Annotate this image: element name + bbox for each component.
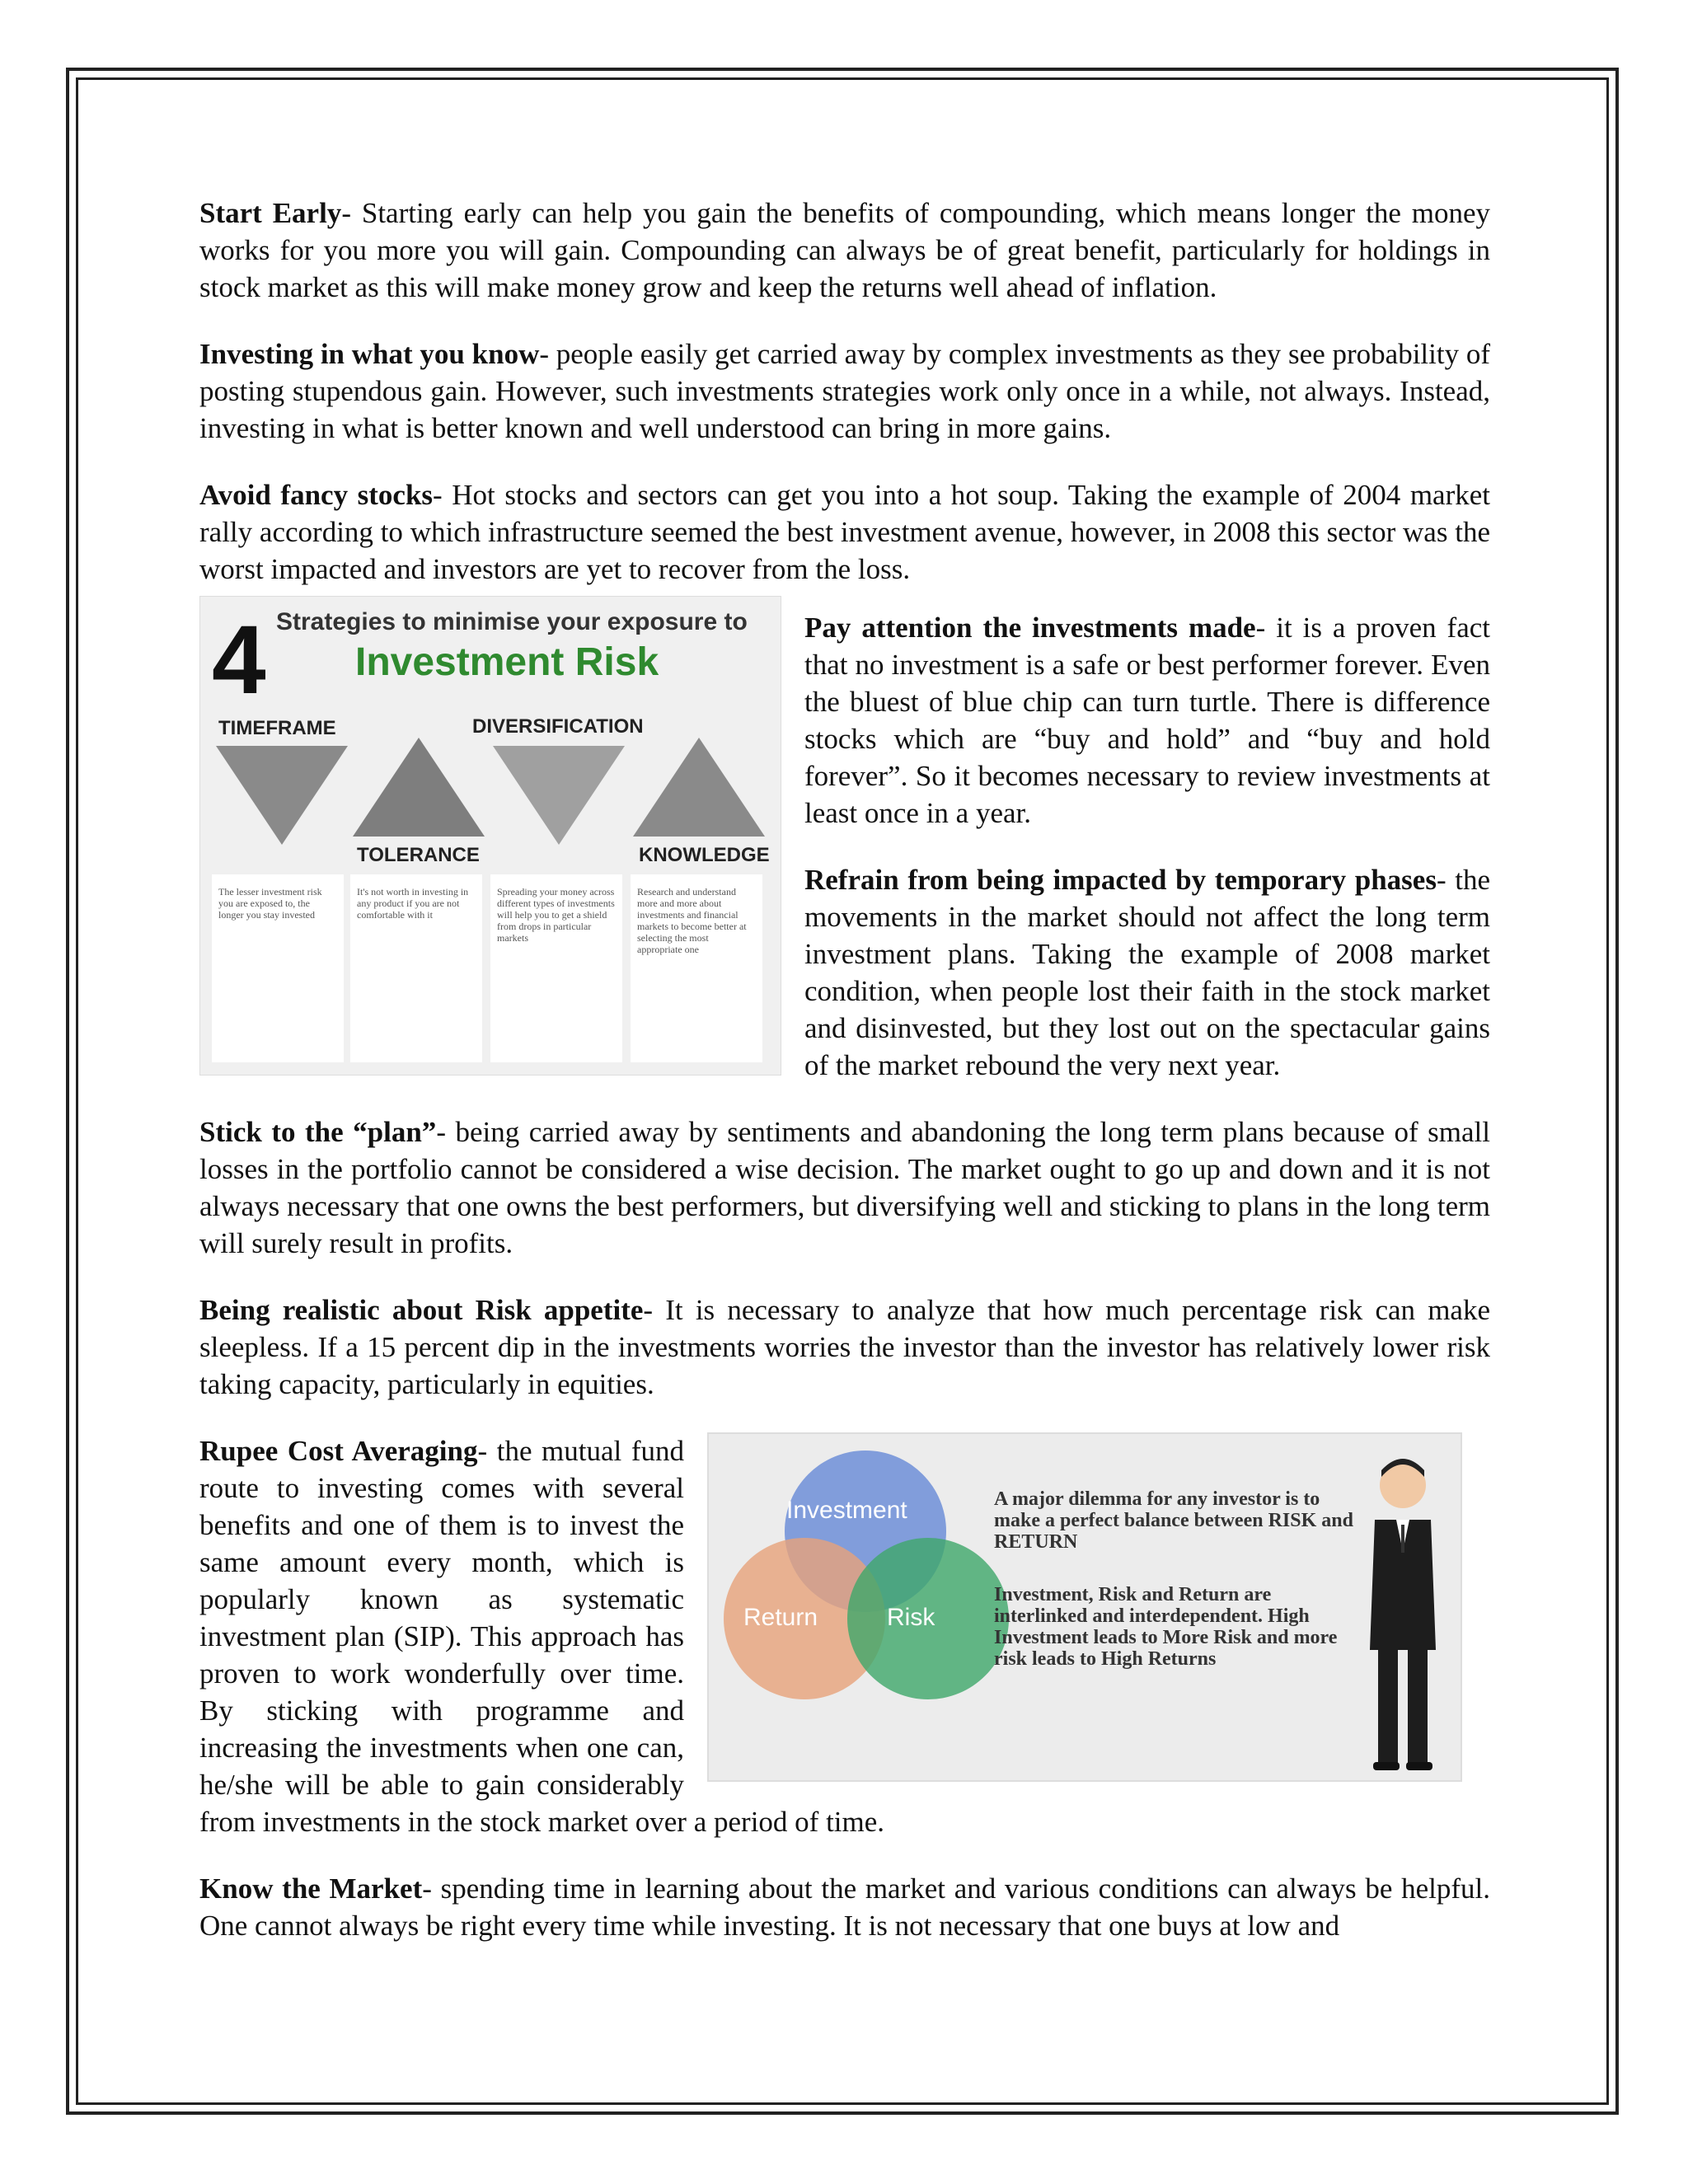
label-return: Return [743, 1604, 818, 1631]
paragraph-investing-know [199, 335, 1490, 447]
strategy-column-text: It's not worth in investing in any product if you are not comfortable with it [357, 886, 469, 921]
text-realistic: - It is necessary to analyze that how much percentage risk can make sleepless. If a 15 percent dip in the investments worries the investor than the investor has relatively lower risk taking capacity, particularly in equities. [199, 1294, 1491, 1400]
figure-interlink-text: Investment, Risk and Return are interlinked and interdependent. High Investment leads to More Risk and more risk leads to High Returns [994, 1584, 1338, 1670]
label-risk: Risk [887, 1604, 935, 1631]
document-body [199, 194, 1490, 1974]
label-diversification: DIVERSIFICATION [472, 715, 644, 738]
heading-realistic: Being realistic about Risk appetite [199, 1294, 644, 1326]
heading-rupee-cost: Rupee Cost Averaging [199, 1435, 478, 1467]
text-pay-attention: - it is a proven fact that no investment is a safe or best performer forever. Even the bluest of blue chip can turn turtle. There is difference stocks which are “buy and hold” and “buy and hold forever”. So it becomes necessary to review investments at least once in a year. [804, 612, 1491, 829]
figure-number: 4 [212, 606, 266, 715]
businessman-icon [1357, 1452, 1447, 1775]
paragraph-start-early [199, 194, 1490, 306]
label-tolerance: TOLERANCE [357, 844, 480, 866]
triangle-down-icon [489, 742, 629, 849]
heading-pay-attention: Pay attention the investments made [804, 612, 1256, 644]
text-know-market: - spending time in learning about the market and various conditions can always be helpful. One cannot always be right every time while investing. It is not necessary that one buys at low and [199, 1872, 1490, 1942]
figure-investment-risk-strategies [199, 596, 781, 1076]
strategy-column-text: Research and understand more and more about investments and financial markets to become better at selecting the most appropriate one [637, 886, 747, 955]
strategy-column-text: Spreading your money across different types of investments will help you to get a shield from drops in particular markets [497, 886, 615, 944]
figure-dilemma-text: A major dilemma for any investor is to make a perfect balance between RISK and RETURN [994, 1488, 1353, 1553]
label-knowledge: KNOWLEDGE [639, 844, 770, 866]
strategy-column [490, 874, 622, 1062]
text-avoid-fancy: - Hot stocks and sectors can get you into a hot soup. Taking the example of 2004 market rally according to which infrastructure seemed the best investment avenue, however, in 2008 this sector was the worst impacted and investors are yet to recover from the loss. [199, 479, 1490, 585]
paragraph-stick-plan [199, 1113, 1490, 1262]
label-investment: Investment [786, 1497, 907, 1524]
paragraph-realistic [199, 1291, 1490, 1403]
text-start-early: - Starting early can help you gain the benefits of compounding, which means longer the money works for you more you will gain. Compounding can always be of great benefit, particularly for holdings in stock market as this will make money grow and keep the returns well ahead of inflation. [199, 197, 1490, 303]
text-rupee-cost: - the mutual fund route to investing comes with several benefits and one of them is to invest the same amount every month, which is popularly known as systematic investment plan (SIP). This approach has proven to work wonderfully over time. By sticking with programme and increasing the investments when one can, he/she will be able to gain considerably from investments in the stock market over a period of time. [199, 1435, 885, 1838]
paragraph-know-market [199, 1870, 1490, 1944]
strategy-column [212, 874, 344, 1062]
figure-title-line2: Investment Risk [355, 640, 659, 684]
figure-investment-risk-return [707, 1432, 1462, 1782]
heading-start-early: Start Early [199, 197, 342, 229]
triangle-up-icon [349, 733, 489, 841]
triangle-up-icon [629, 733, 769, 841]
text-investing-know: - people easily get carried away by complex investments as they see probability of posting stupendous gain. However, such investments strategies work only once in a while, not always. Instead, investing in what is better known and well understood can bring in more gains. [199, 338, 1490, 444]
heading-investing-know: Investing in what you know [199, 338, 540, 370]
strategy-column [350, 874, 482, 1062]
strategy-column-text: The lesser investment risk you are exposed to, the longer you stay invested [218, 886, 322, 921]
triangle-down-icon [212, 742, 352, 849]
heading-avoid-fancy: Avoid fancy stocks [199, 479, 434, 511]
paragraph-avoid-fancy [199, 476, 1490, 588]
figure-title-line1: Strategies to minimise your exposure to [276, 608, 748, 635]
heading-stick-plan: Stick to the “plan” [199, 1116, 437, 1148]
heading-refrain: Refrain from being impacted by temporary phases [804, 864, 1437, 896]
strategy-column [631, 874, 762, 1062]
text-stick-plan: - being carried away by sentiments and abandoning the long term plans because of small losses in the portfolio cannot be considered a wise decision. The market ought to go up and down and it is not always necessary that one owns the best performers, but diversifying well and sticking to plans in the long term will surely result in profits. [199, 1116, 1490, 1259]
heading-know-market: Know the Market [199, 1872, 423, 1905]
label-timeframe: TIMEFRAME [218, 717, 336, 739]
text-refrain: - the movements in the market should not affect the long term investment plans. Taking the example of 2008 market condition, when people lost their faith in the stock market and disinvested, but they lost out on the spectacular gains of the market rebound the very next year. [804, 864, 1490, 1081]
